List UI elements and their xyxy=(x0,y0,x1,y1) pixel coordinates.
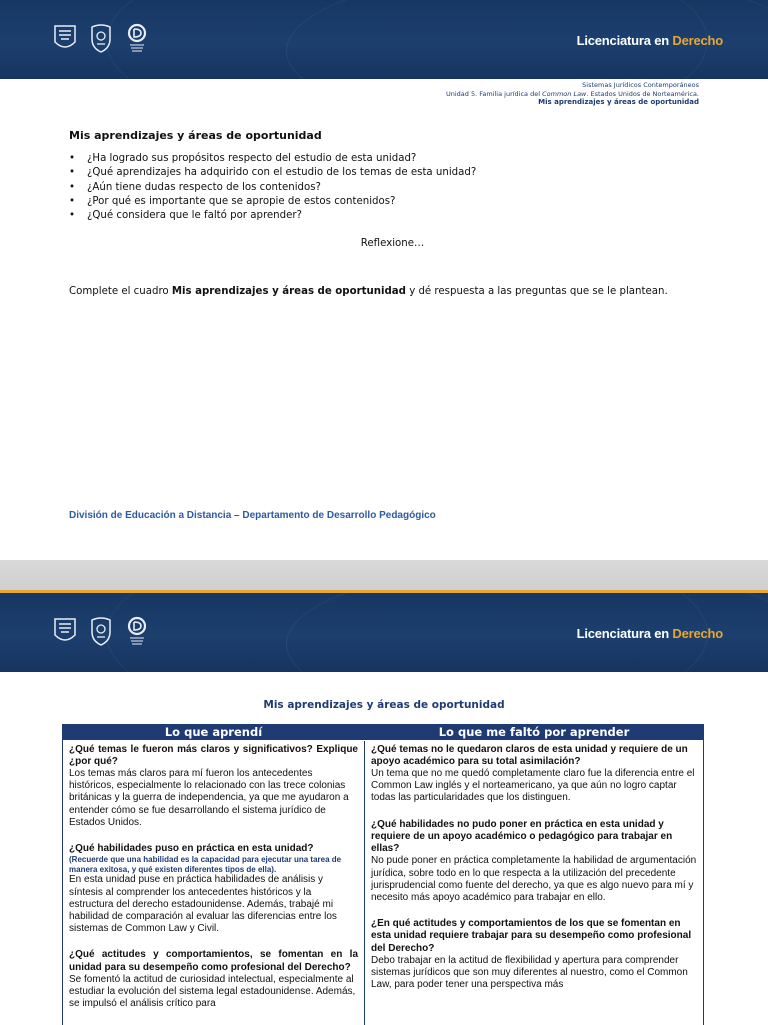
brand-prefix: Licenciatura en xyxy=(576,33,673,48)
brand-accent: Derecho xyxy=(672,626,723,641)
table-cell xyxy=(69,744,358,829)
instruction-part: y dé respuesta a las preguntas que se le plantean. xyxy=(405,286,668,297)
cell-question: ¿Qué temas no le quedaron claros de esta unidad y requiere de un apoyo académico para su total asimilación? xyxy=(371,743,688,767)
program-brand xyxy=(577,626,723,641)
program-brand xyxy=(577,33,723,48)
unam-crest-icon xyxy=(52,22,78,54)
table-cell xyxy=(371,819,697,904)
page-title: Mis aprendizajes y áreas de oportunidad xyxy=(69,129,322,142)
page-separator xyxy=(0,560,768,590)
learned-column xyxy=(63,741,364,1025)
list-item: • ¿Qué aprendizajes ha adquirido con el estudio de los temas de esta unidad? xyxy=(69,166,476,180)
institution-logos xyxy=(52,22,150,54)
header-banner xyxy=(0,0,768,79)
cell-note: (Recuerde que una habilidad es la capacidad para ejecutar una tarea de manera exitosa, y qué existen diferentes tipos de ella). xyxy=(69,855,342,874)
question-list xyxy=(69,152,476,223)
list-item: • ¿Por qué es importante que se apropie de estos contenidos? xyxy=(69,195,476,209)
instruction-bold: Mis aprendizajes y áreas de oportunidad xyxy=(171,286,406,297)
unit-text-end: . Estados Unidos de Norteamérica. xyxy=(586,89,699,98)
instruction-part: Complete el cuadro xyxy=(69,286,172,297)
cell-answer: No pude poner en práctica completamente la habilidad de argumentación jurídica, sobre todo en lo que respecta a la utilización del precedente jurisprudencial como fuente del derecho, ya que es algo nuevo para mí y necesito más apoyo académico para trabajar en ello. xyxy=(371,855,697,903)
table-cell xyxy=(371,918,697,991)
cell-question: ¿Qué actitudes y comportamientos, se fomentan en la unidad para su desempeño como profesional del Derecho? xyxy=(69,949,358,973)
division-logo-icon xyxy=(124,615,150,647)
unit-italic: Common Law xyxy=(542,89,587,98)
cell-question: ¿Qué habilidades no pudo poner en práctica en esta unidad y requiere de un apoyo académico o pedagógico para trabajar en ellas? xyxy=(371,818,673,855)
unit-text: Unidad 5. Familia jurídica del xyxy=(445,89,543,98)
course-header xyxy=(446,81,699,107)
table-cell xyxy=(371,744,697,805)
table-cell xyxy=(69,949,358,1010)
faculty-shield-icon xyxy=(88,615,114,647)
page-footer: División de Educación a Distancia – Departamento de Desarrollo Pedagógico xyxy=(69,510,436,521)
cell-question: ¿Qué temas le fueron más claros y significativos? Explique ¿por qué? xyxy=(69,743,358,767)
division-logo-icon xyxy=(124,22,150,54)
list-item: • ¿Ha logrado sus propósitos respecto del estudio de esta unidad? xyxy=(69,152,476,166)
column-header-learned: Lo que aprendí xyxy=(63,725,364,740)
cell-answer: Debo trabajar en la actitud de flexibilidad y apertura para comprender sistemas jurídicos que son muy diferentes al nuestro, como el Common Law, para poder tener una perspectiva más xyxy=(371,954,688,991)
cell-question: ¿En qué actitudes y comportamientos de los que se fomentan en esta unidad requiere trabajar para su desempeño como profesional del Derecho? xyxy=(371,918,692,954)
unit-line xyxy=(446,90,699,99)
institution-logos xyxy=(52,615,150,647)
learning-table xyxy=(62,724,704,1025)
cell-answer: Un tema que no me quedó completamente claro fue la diferencia entre el Common Law inglés y el norteamericano, ya que aún no logro captar todas las particularidades que los distinguen. xyxy=(371,768,695,804)
list-item: • ¿Qué considera que le faltó por aprender? xyxy=(69,209,476,223)
cell-question: ¿Qué habilidades puso en práctica en esta unidad? xyxy=(69,843,314,855)
reflect-text: Reflexione… xyxy=(360,238,425,249)
column-header-missing: Lo que me faltó por aprender xyxy=(364,725,703,740)
table-title: Mis aprendizajes y áreas de oportunidad xyxy=(263,699,505,711)
instruction-text xyxy=(69,286,668,297)
list-item: • ¿Aún tiene dudas respecto de los contenidos? xyxy=(69,181,476,195)
missing-column xyxy=(364,741,703,1025)
table-cell xyxy=(69,843,358,935)
header-banner xyxy=(0,593,768,672)
activity-name: Mis aprendizajes y áreas de oportunidad xyxy=(538,98,699,106)
faculty-shield-icon xyxy=(88,22,114,54)
brand-prefix: Licenciatura en xyxy=(576,626,673,641)
cell-answer: Se fomentó la actitud de curiosidad intelectual, especialmente al estudiar la evolución del sistema legal estadounidense. Además, se impulsó el análisis crítico para xyxy=(69,973,356,1010)
unam-crest-icon xyxy=(52,615,78,647)
cell-answer: En esta unidad puse en práctica habilidades de análisis y síntesis al comprender los antecedentes históricos y la estructura del derecho estadounidense. Además, trabajé mi habilidad de comparación al evaluar las diferencias entre los sistemas de Common Law y Civil. xyxy=(69,874,337,935)
course-name: Sistemas Jurídicos Contemporáneos xyxy=(582,81,699,89)
brand-accent: Derecho xyxy=(672,33,723,48)
cell-answer: Los temas más claros para mí fueron los antecedentes históricos, especialmente lo relacionado con las trece colonias británicas y la guerra de independencia, ya que me ayudaron a entender cómo se fue desarrollando el sistema jurídico de Estados Unidos. xyxy=(69,768,349,828)
